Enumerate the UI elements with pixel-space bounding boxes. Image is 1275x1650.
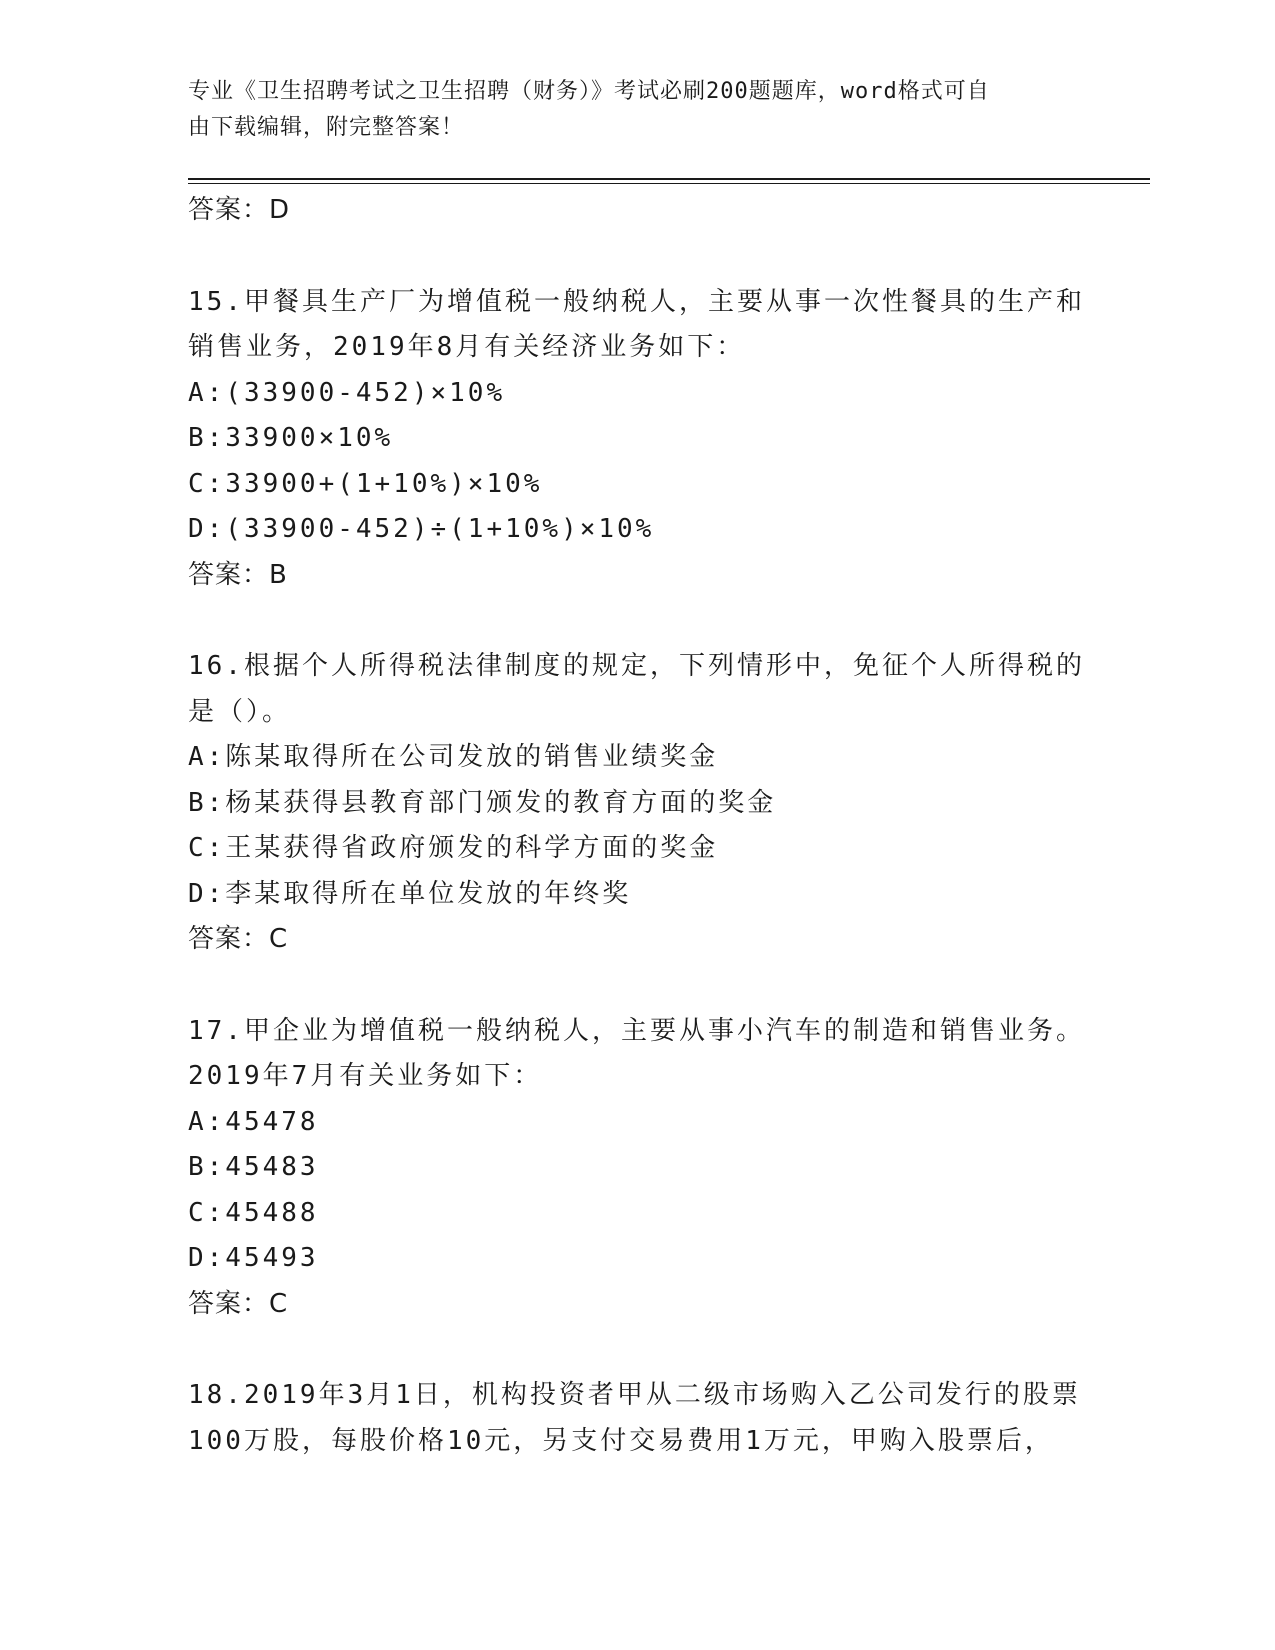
option-b: B:45483 bbox=[188, 1152, 319, 1182]
option-c: C:王某获得省政府颁发的科学方面的奖金 bbox=[188, 833, 719, 863]
question-stem-line: 18.2019年3月1日，机构投资者甲从二级市场购入乙公司发行的股票 bbox=[188, 1380, 1081, 1410]
question-stem-line: 16.根据个人所得税法律制度的规定，下列情形中，免征个人所得税的 bbox=[188, 651, 1085, 681]
spacer bbox=[188, 1327, 1088, 1373]
question-stem-line: 100万股，每股价格10元，另支付交易费用1万元，甲购入股票后， bbox=[188, 1425, 1054, 1456]
spacer bbox=[188, 963, 1088, 1009]
question-stem-line: 销售业务，2019年8月有关经济业务如下： bbox=[188, 332, 746, 362]
question-stem-line: 是（）。 bbox=[188, 696, 292, 727]
answer-line: 答案：C bbox=[188, 1288, 289, 1319]
option-d: D:李某取得所在单位发放的年终奖 bbox=[188, 878, 632, 909]
option-d: D:45493 bbox=[188, 1243, 319, 1273]
option-a: A:(33900-452)×10% bbox=[188, 377, 506, 408]
question-block bbox=[188, 644, 1088, 963]
header-line-1: 专业《卫生招聘考试之卫生招聘（财务）》考试必刷200题题库，word格式可自 bbox=[188, 79, 990, 104]
question-block bbox=[188, 280, 1088, 599]
header-rule-thick bbox=[188, 178, 1150, 180]
option-b: B:杨某获得县教育部门颁发的教育方面的奖金 bbox=[188, 787, 777, 818]
option-b: B:33900×10% bbox=[188, 423, 394, 453]
option-a: A:45478 bbox=[188, 1106, 319, 1137]
question-stem-line: 2019年7月有关业务如下： bbox=[188, 1061, 543, 1091]
option-c: C:33900+(1+10%)×10% bbox=[188, 468, 543, 499]
previous-answer: 答案：D bbox=[188, 195, 291, 225]
option-c: C:45488 bbox=[188, 1197, 319, 1228]
document-body bbox=[188, 188, 1088, 1464]
question-block bbox=[188, 1009, 1088, 1328]
header-line-2: 由下载编辑，附完整答案！ bbox=[188, 115, 465, 140]
question-stem-line: 17.甲企业为增值税一般纳税人，主要从事小汽车的制造和销售业务。 bbox=[188, 1015, 1085, 1046]
option-d: D:(33900-452)÷(1+10%)×10% bbox=[188, 514, 655, 544]
answer-line: 答案：C bbox=[188, 924, 289, 954]
page-header bbox=[188, 74, 1068, 146]
spacer bbox=[188, 598, 1088, 644]
question-block bbox=[188, 1373, 1088, 1464]
option-a: A:陈某取得所在公司发放的销售业绩奖金 bbox=[188, 742, 719, 772]
spacer bbox=[188, 234, 1088, 280]
question-stem-line: 15.甲餐具生产厂为增值税一般纳税人，主要从事一次性餐具的生产和 bbox=[188, 286, 1085, 317]
header-rule-thin bbox=[188, 183, 1150, 184]
answer-line: 答案：B bbox=[188, 559, 288, 590]
